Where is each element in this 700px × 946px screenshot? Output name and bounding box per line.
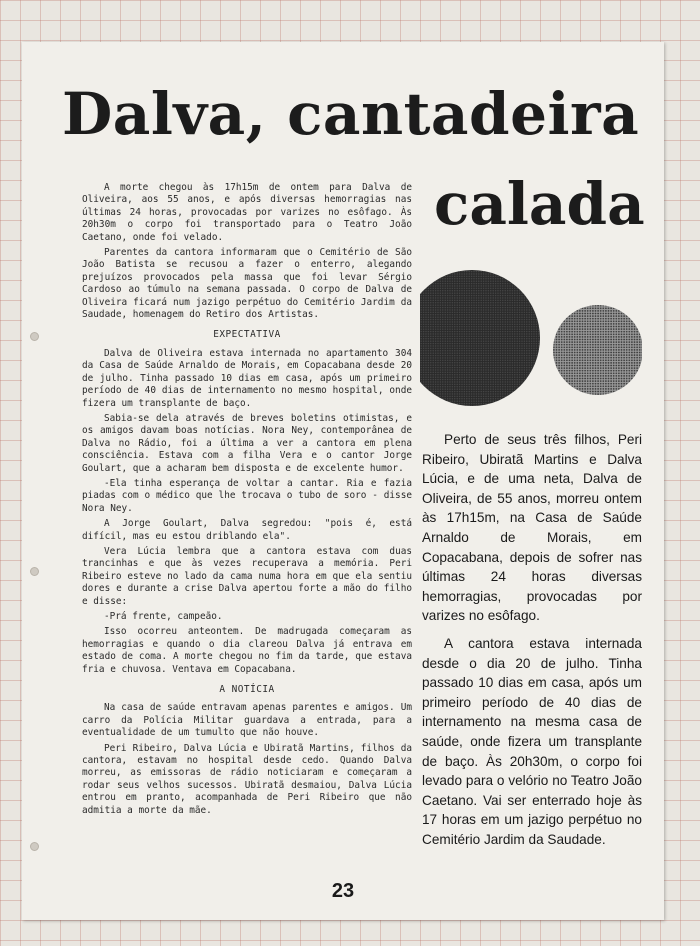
article-paragraph: A morte chegou às 17h15m de ontem para Dalva de Oliveira, aos 55 anos, e após diversas hemorragias nas últimas 24 horas, provocadas por varizes no esôfago. Às 20h30m o corpo foi transportado para o Teatro João Caetano, onde foi velado. xyxy=(82,182,412,243)
article-paragraph: -Ela tinha esperança de voltar a cantar. Ria e fazia piadas com o médico que lhe trocava o tubo de soro - disse Nora Ney. xyxy=(82,477,412,514)
binder-hole xyxy=(30,567,39,576)
article-paragraph: -Prá frente, campeão. xyxy=(104,611,223,622)
halftone-photo xyxy=(420,268,642,408)
article-paragraph: Isso ocorreu anteontem. De madrugada começaram as hemorragias e quando o dia clareou Dalva já entrava em estado de coma. A morte chegou no fim da tarde, que estava fria e chuvosa. Ventava em Copacabana. xyxy=(82,626,412,675)
article-paragraph: A Jorge Goulart, Dalva segredou: "pois é, está difícil, mas eu estou driblando ela". xyxy=(82,518,412,542)
left-article-column xyxy=(82,182,412,820)
binder-hole xyxy=(30,842,39,851)
headline-line-1: Dalva, cantadeira xyxy=(62,80,640,148)
binder-hole xyxy=(30,332,39,341)
magazine-page xyxy=(22,42,664,920)
lead-paragraph: A cantora estava internada desde o dia 20 de julho. Tinha passado 10 dias em casa, após um primeiro período de 40 dias de internamento na mesma casa de saúde, onde fizera um transplante de baço. Às 20h30m, o corpo foi levado para o velório no Teatro João Caetano. Vai ser enterrado hoje às 17 horas em um jazigo perpétuo no Cemitério Jardim da Saudade. xyxy=(422,635,642,847)
article-paragraph: Sabia-se dela através de breves boletins otimistas, e os amigos davam boas notícias. Nora Ney, contemporânea de Dalva no Rádio, foi a última a ver a cantora em plena consciência. Estava com a filha Vera e o cantor Jorge Goulart, que a acharam bem disposta e de excelente humor. xyxy=(82,412,412,474)
article-paragraph: Peri Ribeiro, Dalva Lúcia e Ubiratã Martins, filhos da cantora, estavam no hospital desde cedo. Quando Dalva morreu, as emissoras de rádio noticiaram e começaram a rodar seus velhos sucessos. Ubiratã desmaiou, Dalva Lúcia entrou em pranto, acompanhada de Peri Ribeiro que não admitia a morte da mãe. xyxy=(82,742,412,816)
article-paragraph: Na casa de saúde entravam apenas parentes e amigos. Um carro da Polícia Militar guardava a entrada, para a eventualidade de um tumulto que não houve. xyxy=(82,702,412,739)
headline-line-2: calada xyxy=(434,170,645,238)
article-paragraph: Vera Lúcia lembra que a cantora estava com duas trancinhas e que às vezes recuperava a memória. Peri Ribeiro esteve no lado da cama numa hora em que ela sentiu dores e durante a crise Dalva apertou forte a mão do filho e disse: xyxy=(82,545,412,607)
lead-paragraph: Perto de seus três filhos, Peri Ribeiro, Ubiratã Martins e Dalva Lúcia, e de uma neta, Dalva de Oliveira, de 55 anos, morreu ontem às 17h15m, na Casa de Saúde Arnaldo de Morais, em Copacabana, depois de sofrer nas últimas 24 horas diversas hemorragias, provocadas por varizes no esôfago. xyxy=(422,432,642,624)
page-number: 23 xyxy=(331,880,355,902)
article-paragraph: Dalva de Oliveira estava internada no apartamento 304 da Casa de Saúde Arnaldo de Morais, em Copacabana desde 20 de julho. Tinha passado 10 dias em casa, após um primeiro período de 40 dias de internamento no mesmo hospital, onde fizera um transplante de baço. xyxy=(82,347,412,409)
article-paragraph: Parentes da cantora informaram que o Cemitério de São João Batista se recusou a fazer o enterro, alegando prejuízos provocados pela massa que foi levar Sérgio Cardoso ao túmulo na semana passada. O corpo de Dalva de Oliveira ficará num jazigo perpétuo do Cemitério Jardim da Saudade, homenagem do Retiro dos Artistas. xyxy=(82,247,412,321)
grey-halftone-circle xyxy=(553,305,642,395)
section-heading-expectativa: EXPECTATIVA xyxy=(213,329,281,341)
dark-halftone-circle xyxy=(420,270,540,406)
right-lead-column xyxy=(422,430,642,857)
section-heading-noticia: A NOTÍCIA xyxy=(219,684,275,696)
